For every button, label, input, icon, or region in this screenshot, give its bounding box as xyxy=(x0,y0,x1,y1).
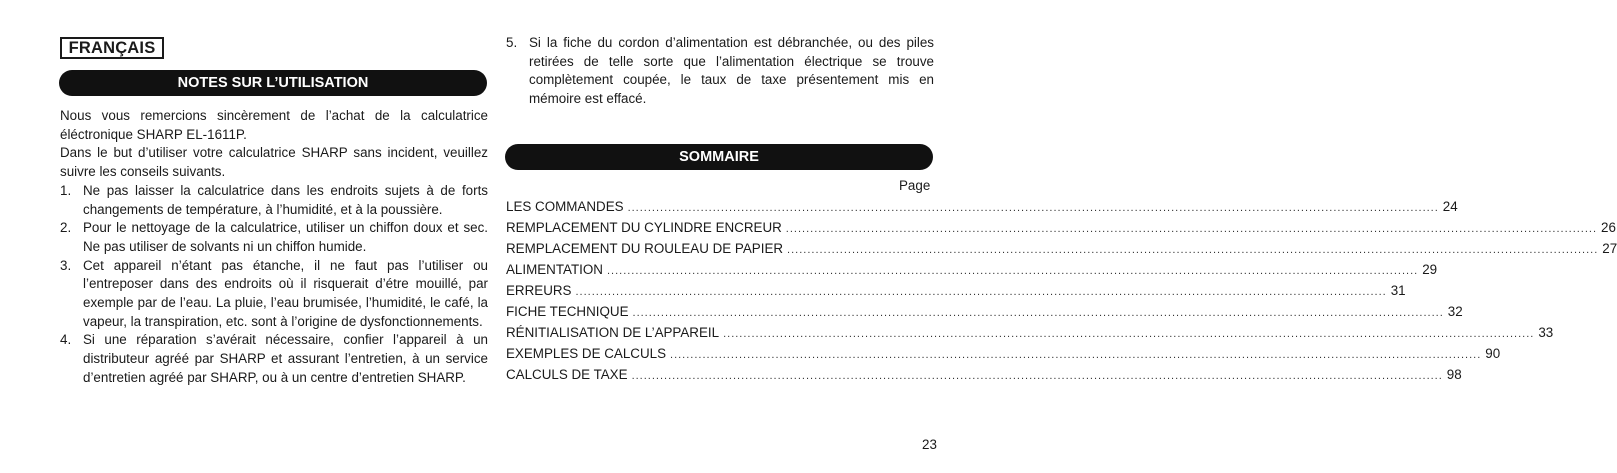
page-number: 23 xyxy=(922,437,937,452)
section-heading-sommaire: SOMMAIRE xyxy=(505,144,933,170)
language-label: FRANÇAIS xyxy=(60,37,164,59)
toc-entry-page: 32 xyxy=(1447,304,1463,319)
note-number: 1. xyxy=(60,182,72,198)
toc-entry-page: 26 xyxy=(1601,220,1616,235)
note-text: Cet appareil n’étant pas étanche, il ne faut pas l’utiliser ou l’entreposer dans des endroits où il risquerait d’étre mouillé, par exemple par de l’eau. La pluie, l’eau brumisée, l’humidité, le café, la vapeur, la transpiration, etc. sont à l’origine de dysfonctionnements. xyxy=(83,257,488,329)
note-number: 4. xyxy=(60,332,72,348)
toc-entry-title: RÉNITIALISATION DE L’APPAREIL xyxy=(506,325,720,340)
toc-entry-title: REMPLACEMENT DU CYLINDRE ENCREUR xyxy=(506,220,782,235)
toc-entry-page: 29 xyxy=(1422,262,1438,277)
note-text: Pour le nettoyage de la calculatrice, utiliser un chiffon doux et sec. Ne pas utiliser de solvants ni un chiffon humide. xyxy=(83,220,488,254)
toc-leader: ........................................................................................................................................................................................................ xyxy=(631,370,1443,382)
toc-entry-page: 98 xyxy=(1446,367,1462,382)
toc-entry xyxy=(506,324,1554,345)
toc-entry xyxy=(506,366,1462,387)
note-item xyxy=(60,182,488,219)
toc-entry-title: REMPLACEMENT DU ROULEAU DE PAPIER xyxy=(506,241,784,256)
table-of-contents xyxy=(506,198,1617,387)
toc-entry-page: 90 xyxy=(1485,346,1501,361)
toc-entry xyxy=(506,282,1406,303)
toc-entry xyxy=(506,261,1438,282)
toc-leader: ........................................................................................................................................................................................................ xyxy=(787,244,1599,256)
notes-list-continued xyxy=(506,34,934,109)
notes-list xyxy=(60,182,488,388)
toc-leader: ........................................................................................................................................................................................................ xyxy=(627,202,1439,214)
toc-entry-page: 24 xyxy=(1442,199,1458,214)
note-text: Si une réparation s’avérait nécessaire, confier l’appareil à un distributeur agréé par SHARP et assurant l’entretien, à un service d’entretien agréé par SHARP, ou à un centre d’entretien SHARP. xyxy=(83,332,488,385)
toc-entry-page: 27 xyxy=(1602,241,1617,256)
note-5-block xyxy=(506,34,934,109)
note-item xyxy=(60,331,488,387)
toc-leader: ........................................................................................................................................................................................................ xyxy=(785,223,1598,235)
note-number: 3. xyxy=(60,257,72,273)
toc-entry-title: ALIMENTATION xyxy=(506,262,603,277)
toc-entry-title: CALCULS DE TAXE xyxy=(506,367,628,382)
toc-entry-title: ERREURS xyxy=(506,283,572,298)
section-heading-notes: NOTES SUR L’UTILISATION xyxy=(59,70,487,96)
toc-entry xyxy=(506,345,1501,366)
toc-page-label: Page xyxy=(899,178,931,193)
toc-entry-title: EXEMPLES DE CALCULS xyxy=(506,346,667,361)
toc-leader: ........................................................................................................................................................................................................ xyxy=(575,286,1387,298)
intro-paragraph-1: Nous vous remercions sincèrement de l’achat de la calculatrice éléctronique SHARP EL-1611P. xyxy=(60,108,488,142)
toc-entry xyxy=(506,303,1463,324)
toc-entry xyxy=(506,240,1617,261)
intro-paragraph-2: Dans le but d’utiliser votre calculatrice SHARP sans incident, veuillez suivre les conseils suivants. xyxy=(60,145,488,180)
note-item xyxy=(506,34,934,109)
toc-entry xyxy=(506,198,1458,219)
toc-entry xyxy=(506,219,1616,240)
note-number: 2. xyxy=(60,220,72,236)
toc-leader: ........................................................................................................................................................................................................ xyxy=(723,328,1535,340)
notes-body xyxy=(60,107,488,388)
toc-entry-page: 31 xyxy=(1390,283,1406,298)
toc-leader: ........................................................................................................................................................................................................ xyxy=(606,265,1419,277)
note-item xyxy=(60,257,488,332)
note-text: Si la fiche du cordon d’alimentation est débranchée, ou des piles retirées de telle sorte que l’alimentation électrique se trouve complètement coupée, le taux de taxe présentement mis en mémoire est effacé. xyxy=(529,35,934,107)
toc-leader: ........................................................................................................................................................................................................ xyxy=(632,307,1444,319)
note-item xyxy=(60,219,488,256)
toc-entry-title: LES COMMANDES xyxy=(506,199,624,214)
toc-entry-title: FICHE TECHNIQUE xyxy=(506,304,629,319)
note-number: 5. xyxy=(506,35,518,50)
note-text: Ne pas laisser la calculatrice dans les endroits sujets à de forts changements de température, à l’humidité, et à la poussière. xyxy=(83,182,488,217)
toc-entry-page: 33 xyxy=(1538,325,1554,340)
toc-leader: ........................................................................................................................................................................................................ xyxy=(670,349,1482,361)
